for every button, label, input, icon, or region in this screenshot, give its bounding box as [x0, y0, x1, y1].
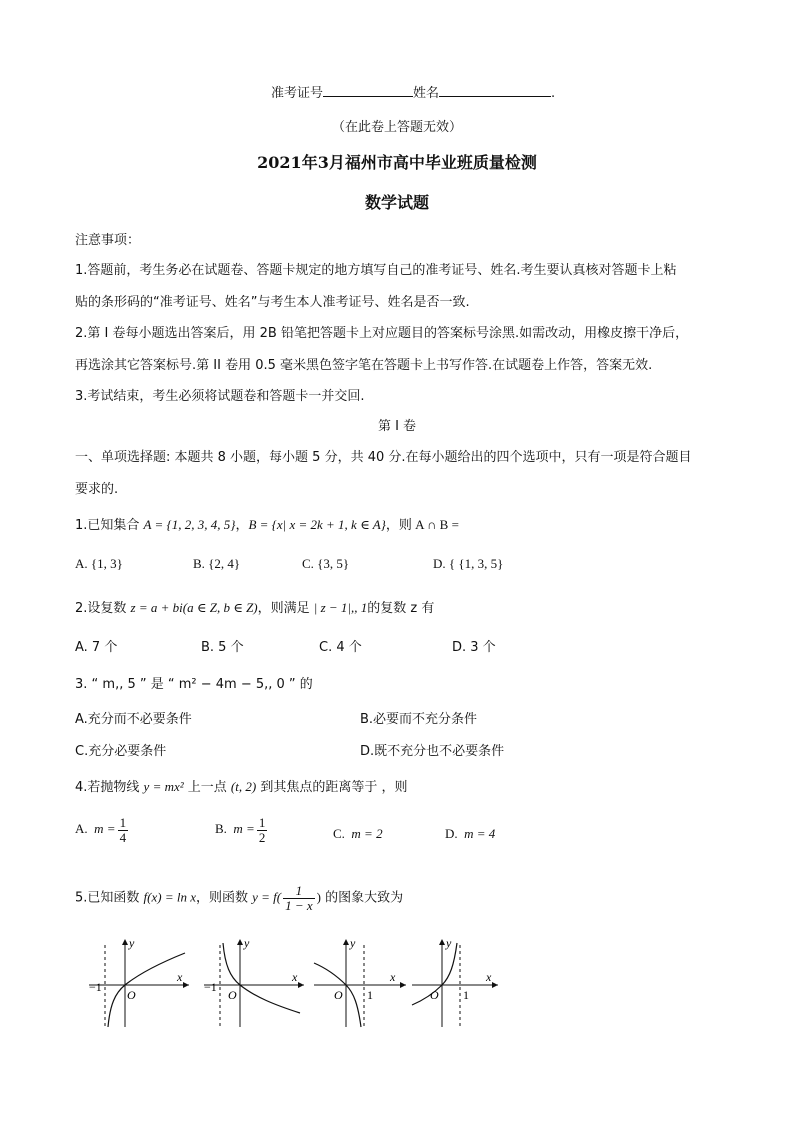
q2-prefix: 2.设复数	[75, 601, 131, 616]
q5-graph-a-svg	[85, 935, 195, 1031]
pos1-label: 1	[463, 988, 469, 1002]
part-1-label: 第 I 卷	[377, 419, 417, 434]
y-axis-arrow	[122, 939, 128, 945]
notice-line-3: 3.考试结束，考生必须将试题卷和答题卡一并交回.	[75, 389, 365, 404]
name-field[interactable]	[439, 84, 551, 97]
q5-y-eq: y = f(	[252, 889, 282, 905]
y-label: y	[244, 936, 250, 950]
q4-option-b[interactable]	[215, 816, 269, 844]
q4-opt-a-label: A.	[75, 821, 88, 837]
exam-no-label: 准考证号	[271, 86, 324, 101]
x-axis-arrow	[298, 982, 304, 988]
notice-line-2b: 再选涂其它答案标号.第 II 卷用 0.5 毫米黑色签字笔在答题卡上书写作答.在试题卷上作答，答案无效.	[75, 358, 653, 373]
q4-opt-c-label: C.	[333, 826, 345, 841]
origin-label: O	[228, 988, 237, 1002]
q1-option-b[interactable]: B. {2, 4}	[193, 556, 241, 571]
q1-set-b: B = {x| x = 2k + 1, k ∈ A}	[248, 517, 386, 532]
question-2-stem	[75, 597, 434, 616]
q4-tail: 到其焦点的距离等于 ，则	[256, 780, 408, 795]
q1-option-a[interactable]: A. {1, 3}	[75, 556, 123, 571]
x-label: x	[486, 970, 492, 984]
q3-option-a[interactable]: A.充分而不必要条件	[75, 712, 192, 727]
q4-opt-b-label: B.	[215, 821, 227, 837]
q5-graph-d[interactable]	[408, 935, 518, 1035]
q1-sep: ，	[235, 518, 249, 533]
q3-option-c[interactable]: C.充分必要条件	[75, 744, 167, 759]
q4-opt-d-label: D.	[445, 826, 458, 841]
q5-fx: f(x) = ln x	[143, 889, 196, 905]
end-mark: .	[551, 86, 556, 101]
q5-prefix: 5.已知函数	[75, 890, 144, 906]
q4-a-den: 4	[119, 829, 127, 845]
question-1-stem	[75, 514, 459, 533]
q2-option-d[interactable]: D. 3 个	[452, 640, 496, 655]
q2-option-a[interactable]: A. 7 个	[75, 640, 118, 655]
exam-no-field[interactable]	[323, 84, 413, 97]
q4-d-value: m = 4	[464, 826, 496, 841]
q4-curve: y = mx²	[143, 779, 184, 794]
notice-line-1b: 贴的条形码的“准考证号、姓名”与考生本人准考证号、姓名是否一致.	[75, 295, 470, 310]
q4-prefix: 4.若抛物线	[75, 780, 144, 795]
y-axis-arrow	[343, 939, 349, 945]
q5-close: )	[316, 889, 322, 905]
q4-b-fraction	[257, 816, 268, 844]
q4-a-m: m =	[94, 821, 116, 837]
q1-set-a: A = {1, 2, 3, 4, 5}	[143, 517, 236, 532]
no-answer-note: （在此卷上答题无效）	[331, 120, 462, 135]
y-label: y	[129, 936, 135, 950]
neg1-label: −1	[89, 980, 102, 994]
q5-graph-b[interactable]	[200, 935, 310, 1035]
origin-label: O	[430, 988, 439, 1002]
q4-option-a[interactable]	[75, 816, 130, 844]
candidate-info-line	[271, 82, 555, 101]
subject-title: 数学试题	[364, 193, 429, 212]
pos1-label: 1	[367, 988, 373, 1002]
section-instructions-b: 要求的.	[75, 482, 119, 497]
q4-mid: 上一点	[183, 780, 231, 795]
x-label: x	[177, 970, 183, 984]
origin-label: O	[127, 988, 136, 1002]
q5-graph-d-svg	[408, 935, 518, 1031]
notice-line-1a: 1.答题前，考生务必在试题卷、答题卡规定的地方填写自己的准考证号、姓名.考生要认真核对答题卡上粘	[75, 263, 677, 278]
name-label: 姓名	[413, 86, 440, 101]
curve	[108, 953, 185, 1027]
q5-graph-b-svg	[200, 935, 310, 1031]
exam-title: 2021年3月福州市高中毕业班质量检测	[257, 153, 537, 172]
q4-a-fraction	[118, 816, 129, 844]
q1-tail: ，则 A ∩ B =	[385, 517, 459, 532]
notice-heading: 注意事项：	[75, 233, 141, 248]
y-axis-arrow	[439, 939, 445, 945]
notice-line-2a: 2.第 I 卷每小题选出答案后，用 2B 铅笔把答题卡上对应题目的答案标号涂黑.如需改动，用橡皮擦干净后，	[75, 326, 689, 341]
q3-option-d[interactable]: D.既不充分也不必要条件	[360, 744, 505, 759]
x-label: x	[390, 970, 396, 984]
y-label: y	[446, 936, 452, 950]
q1-option-c[interactable]: C. {3, 5}	[302, 556, 350, 571]
q4-a-num: 1	[119, 815, 127, 830]
x-axis-arrow	[183, 982, 189, 988]
question-4-stem	[75, 776, 407, 795]
q5-graph-c-svg	[310, 935, 420, 1031]
q2-tail: 的复数 z 有	[367, 601, 435, 616]
q4-option-c[interactable]	[333, 826, 383, 842]
q4-option-d[interactable]	[445, 826, 495, 842]
x-label: x	[292, 970, 298, 984]
q2-mid: ，则满足	[257, 601, 314, 616]
section-instructions-a: 一、单项选择题: 本题共 8 小题，每小题 5 分，共 40 分.在每小题给出的四个选项中，只有一项是符合题目	[75, 450, 692, 465]
q5-graph-a[interactable]	[85, 935, 195, 1035]
q4-b-num: 1	[258, 815, 266, 830]
q1-prefix: 1.已知集合	[75, 518, 144, 533]
q1-option-d[interactable]: D. { {1, 3, 5}	[433, 556, 504, 571]
q5-fraction	[283, 884, 315, 912]
q2-expr: z = a + bi(a ∈ Z, b ∈ Z)	[130, 600, 258, 615]
q4-b-m: m =	[233, 821, 255, 837]
x-axis-arrow	[400, 982, 406, 988]
x-axis-arrow	[492, 982, 498, 988]
y-axis-arrow	[237, 939, 243, 945]
question-5-stem	[75, 884, 403, 912]
q2-cond: | z − 1|,, 1	[313, 600, 368, 615]
neg1-label: −1	[204, 980, 217, 994]
curve	[223, 943, 300, 1013]
q4-b-den: 2	[258, 829, 266, 845]
q2-option-c[interactable]: C. 4 个	[319, 640, 362, 655]
q4-c-value: m = 2	[351, 826, 383, 841]
q5-tail: 的图象大致为	[321, 890, 404, 906]
q5-graph-c[interactable]	[310, 935, 420, 1035]
q3-option-b[interactable]: B.必要而不充分条件	[360, 712, 478, 727]
q2-option-b[interactable]: B. 5 个	[201, 640, 244, 655]
question-3-stem: 3. “ m,, 5 ” 是 “ m² − 4m − 5,, 0 ” 的	[75, 677, 313, 692]
q4-point: (t, 2)	[230, 779, 257, 794]
q5-mid: ，则函数	[196, 890, 253, 906]
q5-frac-num: 1	[283, 884, 315, 899]
origin-label: O	[334, 988, 343, 1002]
y-label: y	[350, 936, 356, 950]
q5-frac-den: 1 − x	[285, 897, 313, 913]
